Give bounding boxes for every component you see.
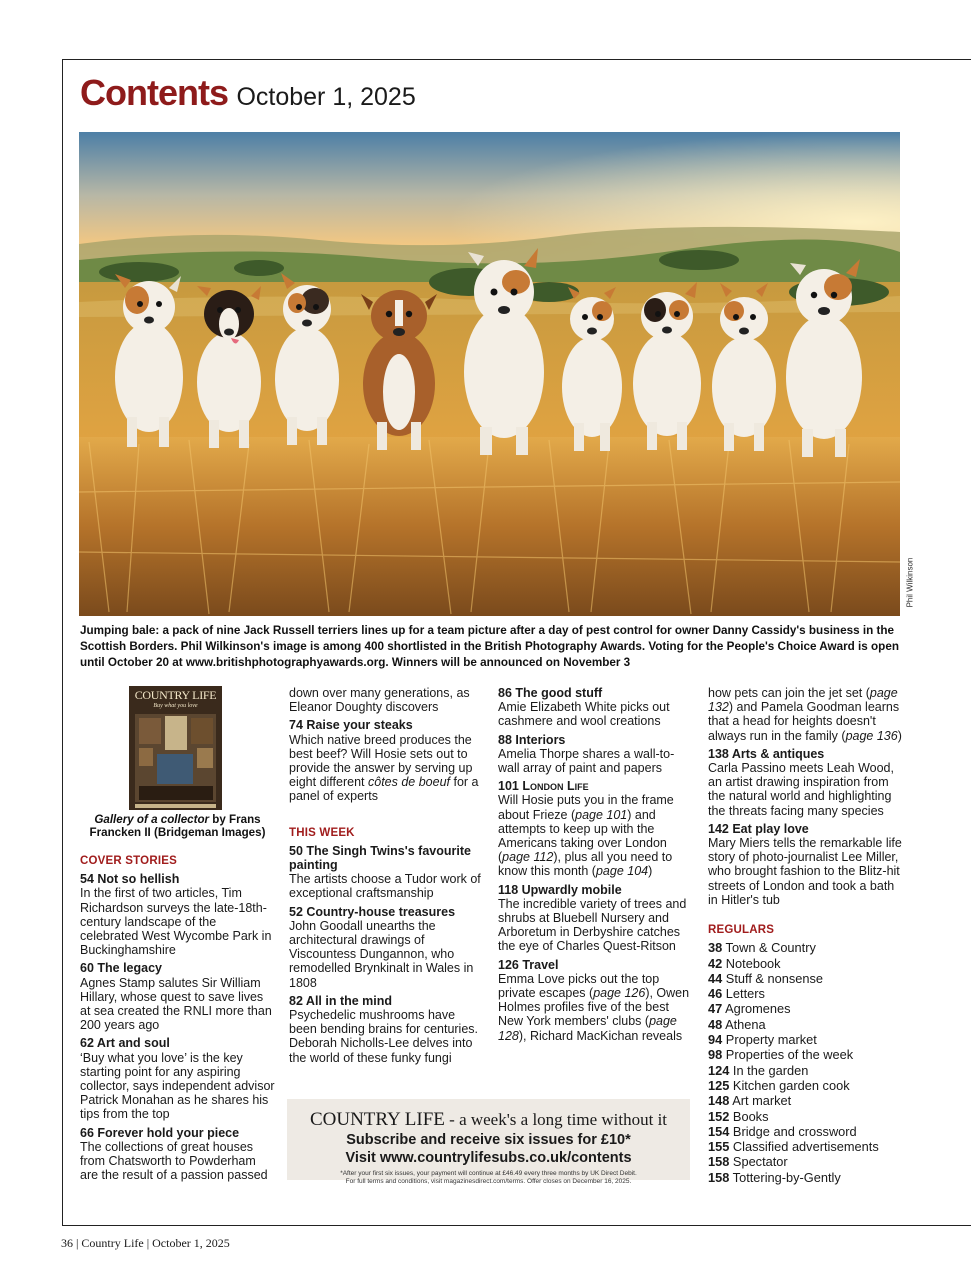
regular-item[interactable]: 46 Letters — [708, 986, 765, 1002]
page-title: Contents — [80, 72, 228, 113]
column-four — [708, 686, 903, 1185]
story-title[interactable]: 82 All in the mind — [289, 993, 393, 1008]
cover-caption: Gallery of a collector by Frans Francken II (Bridgeman Images) — [89, 813, 266, 839]
magazine-cover[interactable] — [129, 686, 222, 810]
subscribe-brand: COUNTRY LIFE - a week's a long time without it — [309, 1109, 668, 1130]
regular-item[interactable]: 98 Properties of the week — [708, 1047, 854, 1063]
story-title[interactable]: 86 The good stuff — [498, 686, 603, 700]
story-continuation: down over many generations, as Eleanor Doughty discovers — [289, 686, 470, 715]
regulars-list — [708, 940, 903, 1185]
photo-credit: Phil Wilkinson — [905, 557, 915, 608]
story-title[interactable]: 118 Upwardly mobile — [498, 882, 622, 897]
regular-item[interactable]: 124 In the garden — [708, 1062, 809, 1078]
regular-item[interactable]: 148 Art market — [708, 1093, 792, 1109]
subscribe-terms: *After your first six issues, your payment will continue at £46.49 every three months by UK Direct Debit. For full terms and conditions, visit magazinesdirect.com/terms. Offer closes on December 16, 2025. — [340, 1170, 637, 1185]
story-text: Psychedelic mushrooms have been bending brains for centuries. Deborah Nicholls-Lee delves into the world of these funky fungi — [289, 1008, 479, 1065]
column-two — [289, 686, 484, 1065]
story-title[interactable]: 62 Art and soul — [80, 1036, 170, 1051]
story-text: Amie Elizabeth White picks out cashmere and wool creations — [498, 700, 670, 729]
story-title[interactable]: 88 Interiors — [498, 732, 566, 747]
page-folio: 36 | Country Life | October 1, 2025 — [61, 1236, 230, 1250]
story-text: In the first of two articles, Tim Richardson surveys the late-18th-century landscape of the celebrated West Wycombe Park in Buckinghamshire — [80, 886, 272, 958]
story-continuation: how pets can join the jet set (page 132) and Pamela Goodman learns that a head for heights doesn't always run in the family (page 136) — [708, 686, 902, 743]
regular-item[interactable]: 94 Property market — [708, 1032, 817, 1048]
regular-item[interactable]: 158 Spectator — [708, 1154, 788, 1170]
story-text: The incredible variety of trees and shrubs at Bluebell Nursery and Arboretum in Derbyshire catches the eye of Charles Quest-Ritson — [498, 896, 687, 954]
regulars-heading: REGULARS — [708, 924, 775, 937]
story-text: Agnes Stamp salutes Sir William Hillary, whose quest to save lives at sea created the RNLI more than 200 years ago — [80, 975, 272, 1033]
story-title[interactable]: 66 Forever hold your piece — [80, 1125, 240, 1140]
story-text: ‘Buy what you love’ is the key starting point for any aspiring collector, says independent advisor Patrick Monahan as he shares his tips from the top — [80, 1050, 275, 1122]
issue-date: October 1, 2025 — [236, 83, 416, 111]
subscribe-offer: Subscribe and receive six issues for £10* — [346, 1132, 631, 1148]
regular-item[interactable]: 44 Stuff & nonsense — [708, 970, 824, 986]
cover-tagline: Buy what you love — [153, 703, 198, 709]
story-text: Will Hosie puts you in the frame about Frieze (page 101) and attempts to keep up with the Americans taking over London (page 112), plus all you need to know this month (page 104) — [498, 793, 674, 879]
story-title[interactable]: 142 Eat play love — [708, 821, 809, 836]
regular-item[interactable]: 48 Athena — [708, 1016, 766, 1032]
story-title[interactable]: 60 The legacy — [80, 961, 162, 976]
story-text: The collections of great houses from Chatsworth to Powderham are the result of a passion passed — [80, 1139, 268, 1183]
photo-caption: Jumping bale: a pack of nine Jack Russell terriers lines up for a team picture after a day of pest control for owner Danny Cassidy's business in the Scottish Borders. Phil Wilkinson's image is among 400 shortlisted in the British Photography Awards. Voting for the People's Choice Award is open until October 20 at www.britishphotographyawards.org. Winners will be announced on November 3 — [80, 624, 899, 669]
regular-item[interactable]: 47 Agromenes — [708, 1001, 791, 1017]
regular-item[interactable]: 125 Kitchen garden cook — [708, 1077, 850, 1093]
story-title[interactable]: 54 Not so hellish — [80, 872, 180, 887]
subscribe-box[interactable] — [287, 1099, 690, 1185]
page-header — [80, 72, 416, 114]
this-week-heading: THIS WEEK — [289, 826, 355, 839]
regular-item[interactable]: 38 Town & Country — [708, 940, 816, 956]
regular-item[interactable]: 152 Books — [708, 1108, 769, 1124]
story-title[interactable]: 138 Arts & antiques — [708, 746, 825, 761]
regular-item[interactable]: 158 Tottering-by-Gently — [708, 1169, 841, 1185]
story-title[interactable]: 126 Travel — [498, 957, 559, 972]
subscribe-link[interactable]: Visit www.countrylifesubs.co.uk/contents — [345, 1150, 632, 1166]
cover-photo — [79, 132, 900, 616]
cover-stories-heading: COVER STORIES — [80, 855, 177, 867]
column-three — [498, 686, 694, 1043]
cover-masthead: COUNTRY LIFE — [134, 688, 217, 702]
story-text: Mary Miers tells the remarkable life story of photo-journalist Lee Miller, who brought fashion to the Blitz-hit streets of London and took a bath in Hitler's tub — [708, 836, 902, 907]
story-title[interactable]: 50 The Singh Twins's favourite painting — [289, 843, 471, 873]
story-text: The artists choose a Tudor work of exceptional craftsmanship — [289, 872, 481, 901]
regular-item[interactable]: 42 Notebook — [708, 955, 781, 971]
regular-item[interactable]: 155 Classified advertisements — [708, 1139, 879, 1155]
story-text: Which native breed produces the best beef? Will Hosie sets out to provide the answer by serving up eight different côtes de boeuf for a panel of experts — [289, 732, 479, 804]
story-text: Emma Love picks out the top private escapes (page 126), Owen Holmes profiles five of the best New York members' clubs (page 128), Richard MacKichan reveals — [498, 971, 690, 1043]
story-text: Carla Passino meets Leah Wood, an artist drawing inspiration from the natural world and highlighting the threats facing many species — [708, 761, 894, 818]
story-title[interactable]: 52 Country-house treasures — [289, 904, 456, 919]
regular-item[interactable]: 154 Bridge and crossword — [708, 1123, 857, 1139]
story-text: Amelia Thorpe shares a wall-to-wall array of paint and papers — [498, 746, 675, 776]
column-cover-stories — [80, 846, 275, 1182]
story-title[interactable]: 101 London Life — [498, 779, 589, 794]
story-title[interactable]: 74 Raise your steaks — [289, 718, 413, 733]
story-text: John Goodall unearths the architectural drawings of Viscountess Dungannon, who remodelled Brynkinalt in Wales in 1808 — [289, 918, 474, 990]
